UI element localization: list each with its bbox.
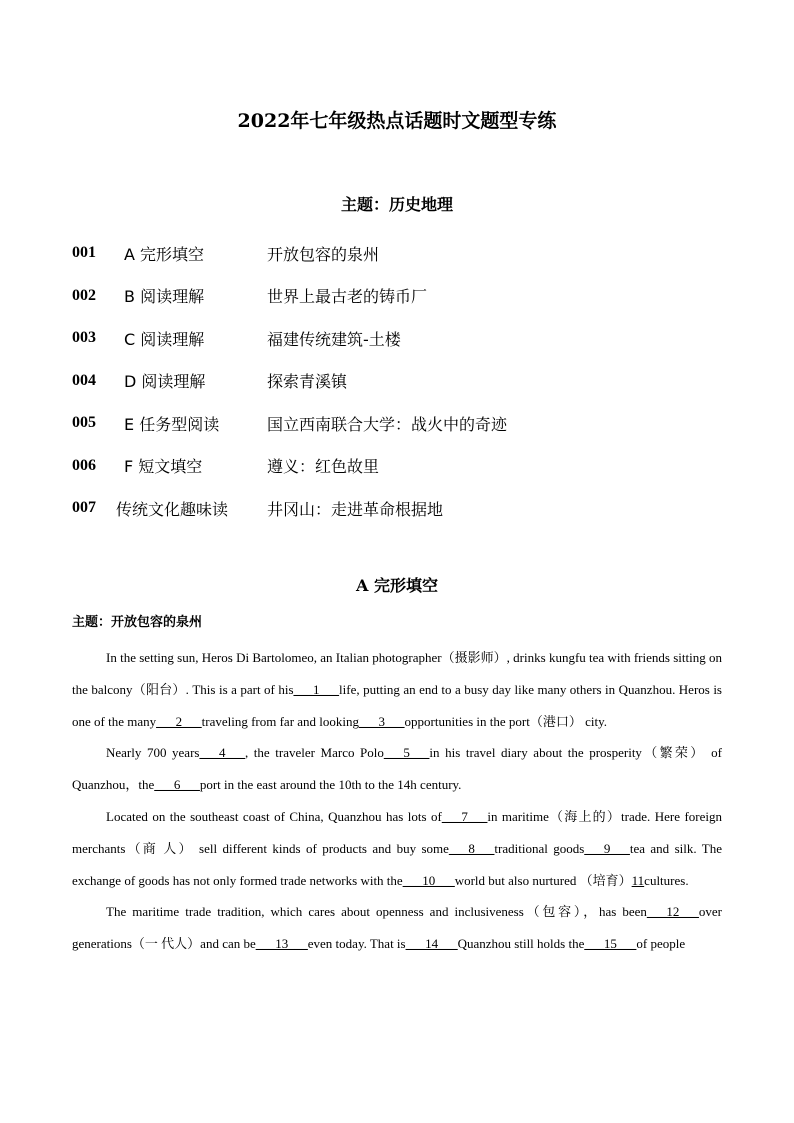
passage-text: Quanzhou still holds the bbox=[457, 936, 585, 952]
passage-text: traveling from far and looking bbox=[201, 713, 360, 729]
passage-text: tea and silk. The exchange of goods has not only formed trade networks with the bbox=[72, 840, 722, 888]
toc-type: A 完形填空 bbox=[124, 244, 205, 264]
toc-title: 国立西南联合大学：战火中的奇迹 bbox=[267, 414, 508, 434]
passage-text: Nearly 700 years bbox=[106, 745, 200, 761]
toc-type: D 阅读理解 bbox=[124, 372, 206, 392]
section-topic: 主题：开放包容的泉州 bbox=[72, 615, 203, 630]
cloze-blank: ___6___ bbox=[154, 777, 200, 793]
passage-text: opportunities in the port（港口） city. bbox=[404, 713, 607, 729]
cloze-blank: ___5___ bbox=[383, 745, 430, 761]
toc-row bbox=[72, 317, 732, 360]
toc-row bbox=[72, 232, 732, 275]
cloze-blank: ___1___ bbox=[293, 681, 340, 697]
cloze-blank: 11 bbox=[631, 872, 645, 888]
passage-paragraph bbox=[72, 801, 722, 896]
toc-row bbox=[72, 487, 732, 530]
section-heading: A 完形填空 bbox=[356, 576, 438, 595]
passage-text: , the traveler Marco Polo bbox=[244, 745, 384, 761]
passage-text: In the setting sun, Heros Di Bartolomeo, an Italian photographer（摄影师）, drinks kungfu tea with friends sitting on the balcony（阳台）. This is a part of his bbox=[72, 650, 722, 697]
toc-title: 遵义：红色故里 bbox=[267, 457, 380, 477]
toc-row bbox=[72, 445, 732, 488]
toc-number: 007 bbox=[72, 499, 96, 517]
toc-number: 001 bbox=[72, 244, 96, 262]
passage-text: cultures. bbox=[644, 872, 689, 888]
toc-number: 006 bbox=[72, 456, 96, 474]
toc-type: B 阅读理解 bbox=[124, 287, 205, 307]
toc-title: 世界上最古老的铸币厂 bbox=[267, 287, 428, 307]
passage-text: in his travel diary about the prosperity（繁荣） of Quanzhou，the bbox=[72, 745, 722, 793]
toc-type: C 阅读理解 bbox=[124, 329, 205, 349]
cloze-blank: ___9___ bbox=[584, 840, 630, 856]
toc-number: 003 bbox=[72, 329, 96, 347]
table-of-contents bbox=[72, 232, 732, 530]
cloze-blank: ___12___ bbox=[646, 904, 699, 920]
cloze-blank: ___3___ bbox=[359, 713, 405, 729]
passage-text: port in the east around the 10th to the 14h century. bbox=[199, 777, 462, 793]
passage-text: even today. That is bbox=[307, 936, 406, 952]
passage-paragraph bbox=[72, 737, 722, 801]
toc-title: 探索青溪镇 bbox=[267, 372, 348, 392]
passage-text: Located on the southeast coast of China, Quanzhou has lots of bbox=[106, 808, 442, 824]
passage-text: in maritime（海上的）trade. Here foreign merchants（商 人） sell different kinds of products and buy some bbox=[72, 808, 722, 856]
topic-heading: 主题：历史地理 bbox=[340, 195, 453, 214]
cloze-blank: ___14___ bbox=[405, 936, 458, 952]
toc-title: 福建传统建筑-土楼 bbox=[267, 329, 401, 349]
passage-text: traditional goods bbox=[494, 840, 585, 856]
passage-paragraph bbox=[72, 642, 722, 737]
passage-text: life, putting an end to a busy day like many others in Quanzhou. Heros is one of the many bbox=[72, 681, 722, 729]
toc-type: E 任务型阅读 bbox=[124, 414, 220, 434]
passage-text: world but also nurtured （培育） bbox=[454, 872, 632, 888]
cloze-blank: ___4___ bbox=[199, 745, 245, 761]
cloze-passage bbox=[72, 642, 722, 960]
passage-text: The maritime trade tradition, which cares about openness and inclusiveness（包容），has been bbox=[106, 904, 647, 920]
toc-type: F 短文填空 bbox=[124, 457, 203, 477]
toc-type: 传统文化趣味读 bbox=[116, 499, 229, 519]
toc-number: 004 bbox=[72, 371, 96, 389]
cloze-blank: ___2___ bbox=[156, 713, 202, 729]
toc-row bbox=[72, 360, 732, 403]
passage-text: of people bbox=[636, 936, 686, 952]
cloze-blank: ___15___ bbox=[584, 936, 637, 952]
cloze-blank: ___8___ bbox=[448, 840, 495, 856]
toc-title: 井冈山：走进革命根据地 bbox=[267, 499, 444, 519]
page-title: 2022年七年级热点话题时文题型专练 bbox=[237, 110, 557, 132]
toc-number: 005 bbox=[72, 414, 96, 432]
passage-paragraph bbox=[72, 896, 722, 960]
toc-row bbox=[72, 402, 732, 445]
cloze-blank: ___7___ bbox=[441, 808, 488, 824]
toc-number: 002 bbox=[72, 286, 96, 304]
toc-title: 开放包容的泉州 bbox=[267, 244, 380, 264]
cloze-blank: ___13___ bbox=[255, 936, 308, 952]
toc-row bbox=[72, 275, 732, 318]
passage-text: over generations（一 代人）and can be bbox=[72, 904, 722, 952]
cloze-blank: ___10___ bbox=[402, 872, 455, 888]
